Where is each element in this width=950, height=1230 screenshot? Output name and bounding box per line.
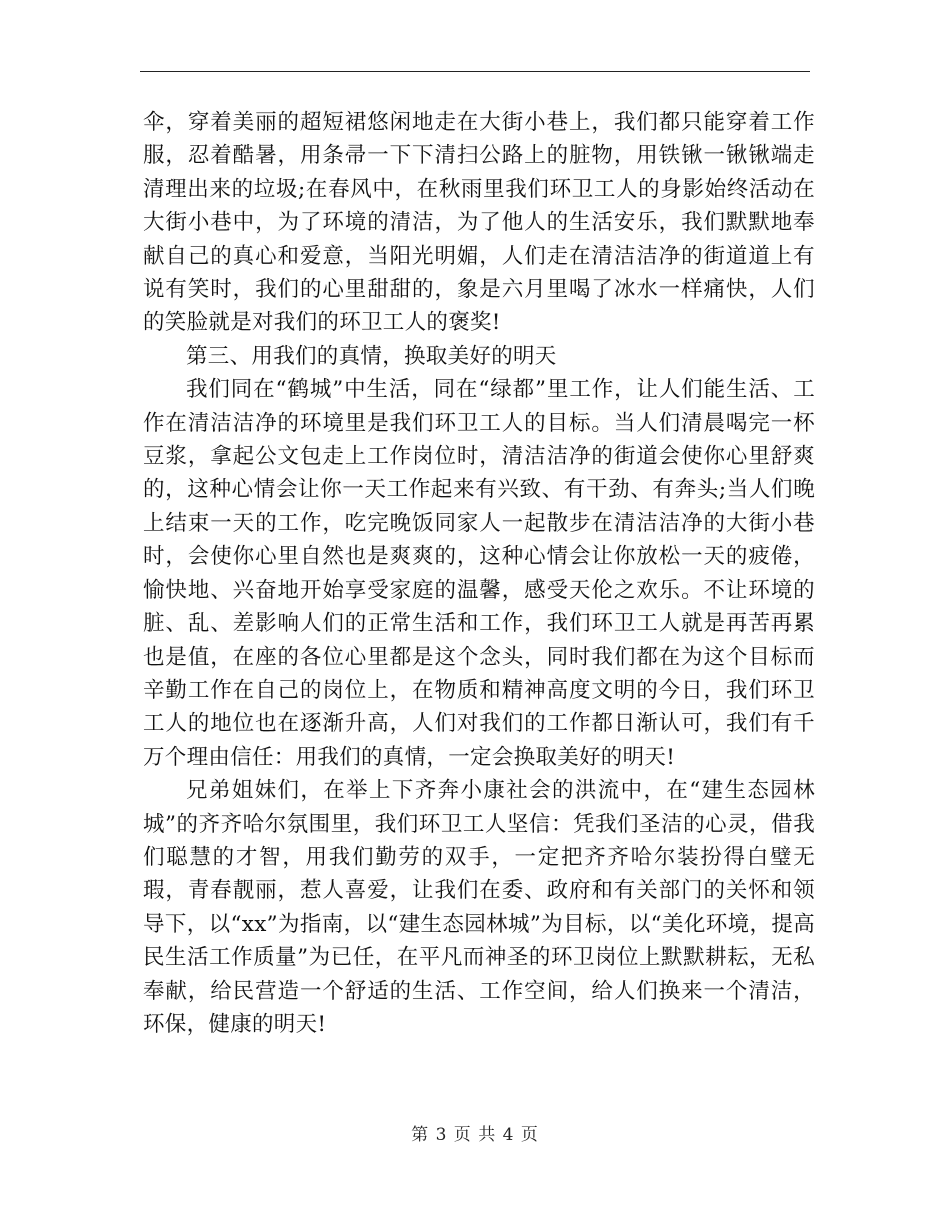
paragraph-continuation: 伞，穿着美丽的超短裙悠闲地走在大街小巷上，我们都只能穿着工作服，忍着酷暑，用条帚一下下清扫公路上的脏物，用铁锹一锹锹端走清理出来的垃圾;在春风中，在秋雨里我们环卫工人的身影始终活动在大街小巷中，为了环境的清洁，为了他人的生活安乐，我们默默地奉献自己的真心和爱意，当阳光明媚，人们走在清洁洁净的街道道上有说有笑时，我们的心里甜甜的，象是六月里喝了冰水一样痛快，人们的笑脸就是对我们的环卫工人的褒奖! — [143, 110, 815, 336]
paragraph: 我们同在“鹤城”中生活，同在“绿都”里工作，让人们能生活、工作在清洁洁净的环境里是我们环卫工人的目标。当人们清晨喝完一杯豆浆，拿起公文包走上工作岗位时，清洁洁净的街道会使你心里舒爽的，这种心情会让你一天工作起来有兴致、有干劲、有奔头;当人们晚上结束一天的工作，吃完晚饭同家人一起散步在清洁洁净的大街小巷时，会使你心里自然也是爽爽的，这种心情会让你放松一天的疲倦，愉快地、兴奋地开始享受家庭的温馨，感受天伦之欢乐。不让环境的脏、乱、差影响人们的正常生活和工作，我们环卫工人就是再苦再累也是值，在座的各位心里都是这个念头，同时我们都在为这个目标而辛勤工作在自己的岗位上，在物质和精神高度文明的今日，我们环卫工人的地位也在逐渐升高，人们对我们的工作都日渐认可，我们有千万个理由信任：用我们的真情，一定会换取美好的明天! — [143, 377, 815, 770]
paragraph: 兄弟姐妹们，在举上下齐奔小康社会的洪流中，在“建生态园林城”的齐齐哈尔氛围里，我们环卫工人坚信：凭我们圣洁的心灵，借我们聪慧的才智，用我们勤劳的双手，一定把齐齐哈尔装扮得白璧无瑕，青春靓丽，惹人喜爱，让我们在委、政府和有关部门的关怀和领导下，以“xx”为指南，以“建生态园林城”为目标，以“美化环境，提高民生活工作质量”为已任，在平凡而神圣的环卫岗位上默默耕耘，无私奉献，给民营造一个舒适的生活、工作空间，给人们换来一个清洁，环保，健康的明天! — [143, 778, 815, 1037]
page-footer: 第 3 页 共 4 页 — [411, 1125, 539, 1145]
document-body — [143, 106, 815, 1041]
section-heading: 第三、用我们的真情，换取美好的明天 — [186, 343, 557, 369]
header-rule — [140, 71, 810, 72]
